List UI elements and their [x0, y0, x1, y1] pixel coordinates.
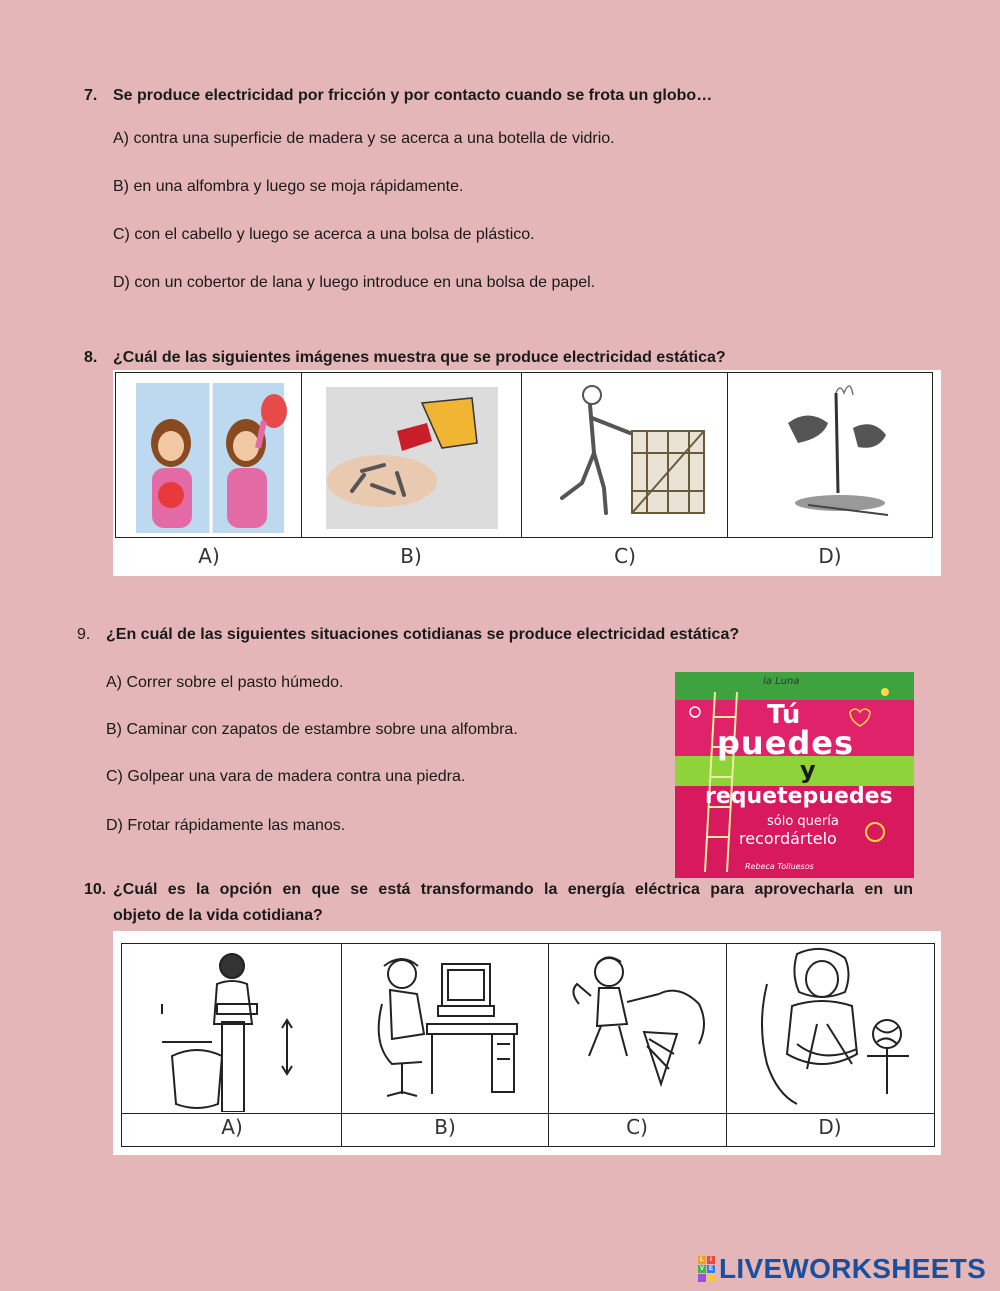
logo-mark-v: V: [699, 1266, 704, 1272]
q10-image-frame: [121, 943, 935, 1147]
pushing-crate-icon: [522, 373, 726, 536]
q10-label-b: B): [434, 1115, 456, 1139]
logo-mark-i: I: [707, 1256, 715, 1264]
logo-mark-icon: [698, 1256, 715, 1282]
woman-knitting-icon: [727, 944, 934, 1112]
spinning-top-icon: [549, 944, 725, 1112]
logo-mark-block: [707, 1274, 715, 1282]
q8-label-a: A): [198, 544, 220, 568]
poster-line1: Tú: [767, 700, 801, 730]
q8-image-d[interactable]: [728, 373, 934, 537]
q9-question: ¿En cuál de las siguientes situaciones cotidianas se produce electricidad estática?: [106, 626, 740, 643]
logo-mark-block: [698, 1274, 706, 1282]
q9-number: 9.: [77, 626, 91, 643]
motivational-poster: [675, 672, 914, 878]
q8-image-b[interactable]: [302, 373, 522, 537]
q9-option-a[interactable]: A) Correr sobre el pasto húmedo.: [106, 674, 344, 691]
poster-line3: y: [800, 756, 816, 784]
child-computer-icon: [342, 944, 547, 1112]
q8-label-d: D): [818, 544, 842, 568]
q8-image-a[interactable]: [116, 373, 302, 537]
girl-balloon-icon: [116, 373, 300, 536]
rubbing-sticks-icon: [728, 373, 932, 536]
magnet-nails-icon: [302, 373, 520, 536]
poster-line5: sólo quería: [767, 814, 839, 829]
q10-image-strip: [113, 931, 941, 1155]
q7-option-b[interactable]: B) en una alfombra y luego se moja rápidamente.: [113, 178, 464, 195]
q10-label-d: D): [818, 1115, 842, 1139]
q10-label-c: C): [626, 1115, 648, 1139]
q8-label-b: B): [400, 544, 422, 568]
logo-text: LIVEWORKSHEETS: [719, 1253, 987, 1284]
logo-mark-l: L: [698, 1256, 706, 1264]
q10-question-line2: objeto de la vida cotidiana?: [113, 907, 323, 924]
q7-option-c[interactable]: C) con el cabello y luego se acerca a una bolsa de plástico.: [113, 226, 535, 243]
q8-label-c: C): [614, 544, 636, 568]
q8-question: ¿Cuál de las siguientes imágenes muestra que se produce electricidad estática?: [113, 349, 726, 366]
poster-line4: requetepuedes: [705, 784, 893, 809]
q8-image-frame: [115, 372, 933, 538]
q9-option-b[interactable]: B) Caminar con zapatos de estambre sobre una alfombra.: [106, 721, 518, 738]
q7-option-d[interactable]: D) con un cobertor de lana y luego introduce en una bolsa de papel.: [113, 274, 596, 291]
liveworksheets-logo: [698, 1253, 986, 1285]
q10-question-line1: ¿Cuál es la opción en que se está transformando la energía eléctrica para aprovecharla en un: [113, 881, 913, 898]
q7-number: 7.: [84, 87, 98, 104]
q7-option-a[interactable]: A) contra una superficie de madera y se acerca a una botella de vidrio.: [113, 130, 615, 147]
q9-option-d[interactable]: D) Frotar rápidamente las manos.: [106, 817, 346, 834]
q7-question: Se produce electricidad por fricción y por contacto cuando se frota un globo…: [113, 87, 713, 104]
q10-number: 10.: [84, 881, 107, 898]
q10-label-a: A): [221, 1115, 243, 1139]
q8-image-strip: [113, 370, 941, 576]
water-pump-icon: [122, 944, 340, 1112]
q8-number: 8.: [84, 349, 98, 366]
poster-top-text: la Luna: [763, 676, 800, 687]
poster-line6: recordártelo: [739, 829, 837, 848]
q9-option-c[interactable]: C) Golpear una vara de madera contra una piedra.: [106, 768, 466, 785]
logo-mark-e: E: [708, 1266, 713, 1272]
q8-image-c[interactable]: [522, 373, 728, 537]
poster-credit: Rebeca Tolluesos: [745, 862, 814, 871]
poster-line2: puedes: [717, 724, 855, 762]
